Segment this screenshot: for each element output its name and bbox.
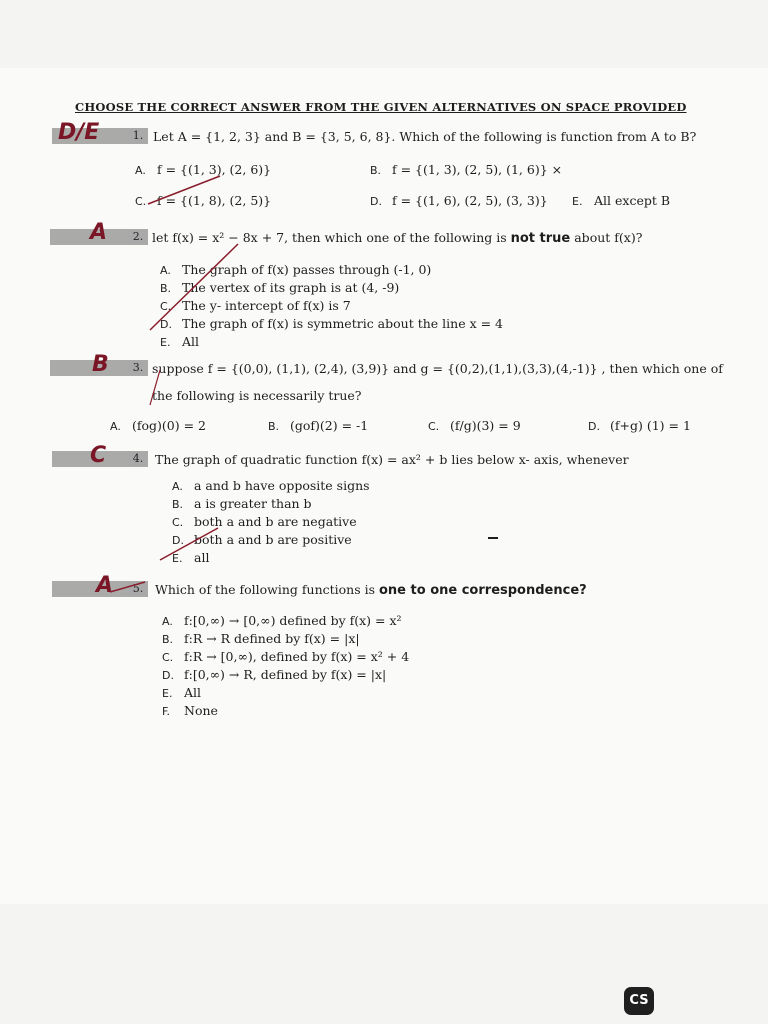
q5-option-e: E. All: [162, 685, 202, 700]
q2-option-a: A. The graph of f(x) passes through (-1, 0): [160, 262, 432, 277]
q2-option-b: B. The vertex of its graph is at (4, -9): [160, 280, 400, 295]
question-3-stem-line2: the following is necessarily true?: [152, 388, 362, 403]
q3-option-b: B. (gof)(2) = -1: [268, 418, 369, 433]
handwritten-answer-q4: C: [90, 443, 107, 468]
question-1-stem: Let A = {1, 2, 3} and B = {3, 5, 6, 8}. Which of the following is function from A to B?: [153, 129, 697, 144]
handwritten-answer-q1: D/E: [58, 120, 100, 145]
q1-option-c: C. f = {(1, 8), (2, 5)}: [135, 193, 272, 208]
q4-option-c: C. both a and b are negative: [172, 514, 357, 529]
q2-option-d: D. The graph of f(x) is symmetric about the line x = 4: [160, 316, 503, 331]
q3-option-a: A. (fog)(0) = 2: [110, 418, 206, 433]
q1-option-d: D. f = {(1, 6), (2, 5), (3, 3)}: [370, 193, 548, 208]
q3-option-d: D. (f+g) (1) = 1: [588, 418, 691, 433]
q5-option-f: F. None: [162, 703, 218, 718]
question-5-stem: Which of the following functions is one to one correspondence?: [155, 582, 587, 598]
instructions-title: CHOOSE THE CORRECT ANSWER FROM THE GIVEN ALTERNATIVES ON SPACE PROVIDED: [75, 100, 687, 114]
question-number-3: 3.: [128, 361, 148, 375]
q4-option-b: B. a is greater than b: [172, 496, 312, 511]
question-number-1: 1.: [128, 129, 148, 143]
question-number-5: 5.: [128, 582, 148, 596]
question-2-stem: let f(x) = x² − 8x + 7, then which one of the following is not true about f(x)?: [152, 230, 643, 246]
question-3-stem-line1: suppose f = {(0,0), (1,1), (2,4), (3,9)} and g = {(0,2),(1,1),(3,3),(4,-1)} , then which one of: [152, 361, 723, 376]
q1-option-a: A. f = {(1, 3), (2, 6)}: [135, 162, 272, 177]
question-number-4: 4.: [128, 452, 148, 466]
question-4-stem: The graph of quadratic function f(x) = ax² + b lies below x- axis, whenever: [155, 452, 629, 467]
q5-option-a: A. f:[0,∞) → [0,∞) defined by f(x) = x²: [162, 613, 402, 628]
question-number-2: 2.: [128, 230, 148, 244]
q5-option-c: C. f:R → [0,∞), defined by f(x) = x² + 4: [162, 649, 410, 664]
q4-option-e: E. all: [172, 550, 210, 565]
q3-option-c: C. (f/g)(3) = 9: [428, 418, 521, 433]
handwritten-answer-q2: A: [90, 220, 108, 245]
q5-option-d: D. f:[0,∞) → R, defined by f(x) = |x|: [162, 667, 387, 682]
q1-option-e: E. All except B: [572, 193, 671, 208]
handwritten-answer-q5: A: [96, 573, 114, 598]
q4-option-d: D. both a and b are positive: [172, 532, 352, 547]
q1-option-b: B. f = {(1, 3), (2, 5), (1, 6)} ×: [370, 162, 563, 177]
camscanner-logo: CS: [624, 987, 654, 1015]
q4-option-a: A. a and b have opposite signs: [172, 478, 370, 493]
q2-option-c: C. The y- intercept of f(x) is 7: [160, 298, 351, 313]
q5-option-b: B. f:R → R defined by f(x) = |x|: [162, 631, 360, 646]
q2-option-e: E. All: [160, 334, 200, 349]
handwritten-answer-q3: B: [92, 352, 109, 377]
